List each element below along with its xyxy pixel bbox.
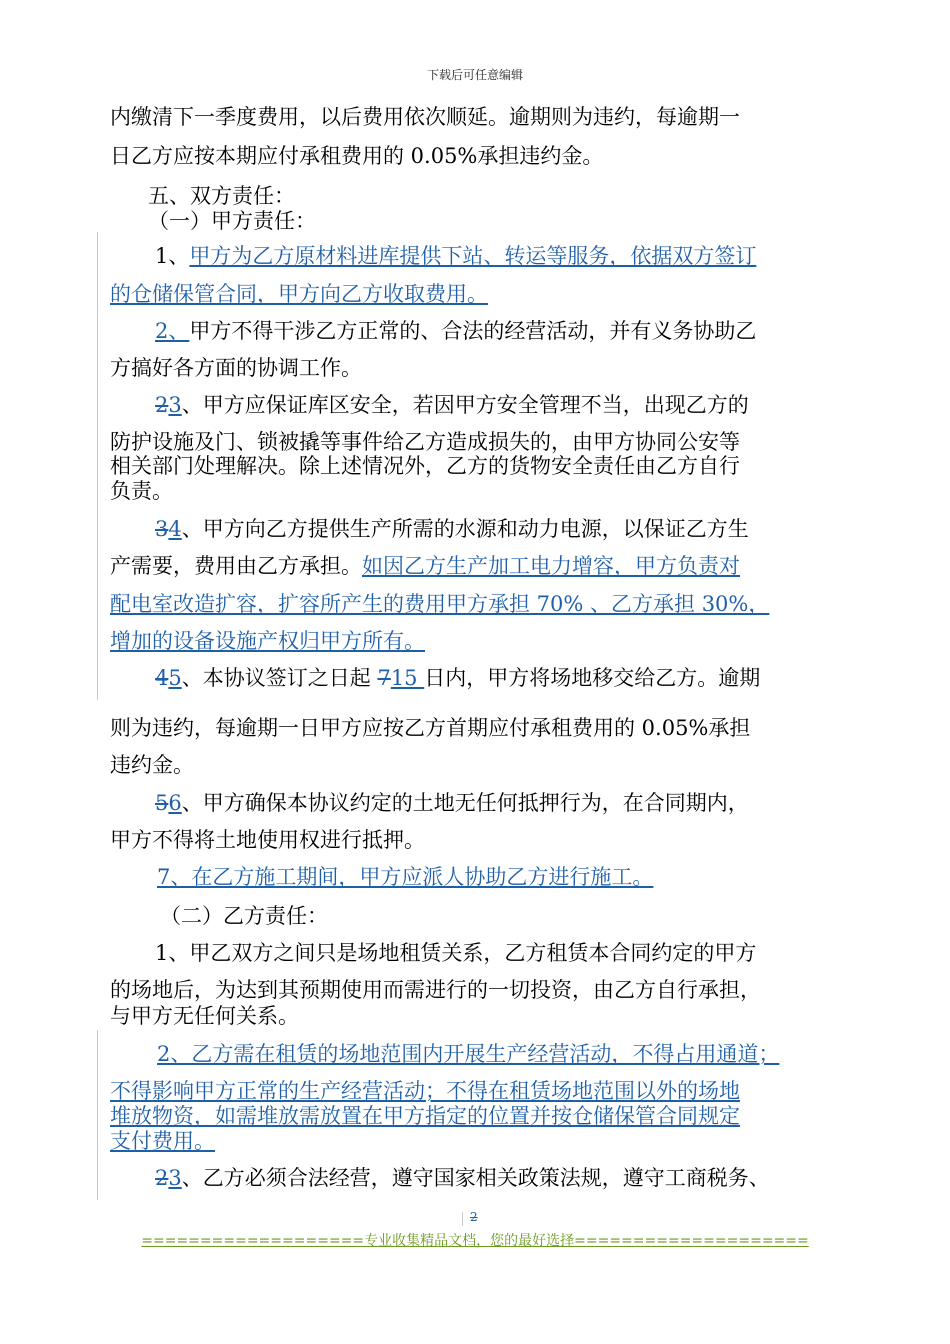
inserted-text: 支付费用。 [110, 1129, 215, 1153]
inserted-text: 不得影响甲方正常的生产经营活动；不得在租赁场地范围以外的场地 [110, 1079, 740, 1103]
clause-a4-line4 [110, 628, 425, 654]
text-line: 日乙方应按本期应付承租费用的 0.05%承担违约金。 [110, 144, 604, 168]
clause-text: 产需要，费用由乙方承担。 [110, 554, 362, 578]
clause-text: 日内，甲方将场地移交给乙方。逾期 [424, 666, 761, 690]
footer-text: ===================专业收集精品文档，您的最好选择==================== [141, 1233, 809, 1249]
deleted-number: 2 [155, 393, 169, 417]
clause-a2-line2: 方搞好各方面的协调工作。 [110, 356, 362, 380]
clause-b2-line3 [110, 1103, 740, 1129]
clause-text: 甲方不得干涉乙方正常的、合法的经营活动，并有义务协助乙 [189, 319, 757, 343]
inserted-text: 配电室改造扩容，扩容所产生的费用甲方承担 70% 、乙方承担 30%， [110, 592, 770, 616]
clause-b3-line1 [155, 1165, 770, 1191]
inserted-text: 增加的设备设施产权归甲方所有。 [110, 629, 425, 653]
inserted-text: 7、在乙方施工期间，甲方应派人协助乙方进行施工。 [157, 865, 654, 889]
page-number-text: 2 [470, 1210, 478, 1224]
inserted-number: 2、 [155, 319, 190, 343]
clause-a1-line1 [155, 243, 756, 269]
inserted-number: 3 [168, 1166, 182, 1190]
inserted-number: 15 [390, 666, 425, 690]
page-number-bar [462, 1212, 463, 1226]
inserted-text: 的仓储保管合同，甲方向乙方收取费用。 [110, 282, 488, 306]
page-footer [0, 1230, 950, 1250]
clause-a4-line2 [110, 553, 740, 579]
page-header: 下载后可任意编辑 [426, 68, 523, 82]
clause-a6-line2: 甲方不得将土地使用权进行抵押。 [110, 828, 425, 852]
inserted-text: 如因乙方生产加工电力增容，甲方负责对 [362, 554, 740, 578]
clause-a3-line2: 防护设施及门、锁被撬等事件给乙方造成损失的，由甲方协同公安等 [110, 430, 740, 454]
inserted-number: 3 [168, 393, 182, 417]
deleted-number: 4 [155, 666, 169, 690]
clause-a4-line3 [110, 591, 769, 617]
clause-text: 、本协议签订之日起 [181, 666, 378, 690]
clause-text: 、甲方应保证库区安全，若因甲方安全管理不当，出现乙方的 [181, 393, 749, 417]
clause-a3-line3: 相关部门处理解决。除上述情况外，乙方的货物安全责任由乙方自行 [110, 454, 740, 478]
clause-a3-line1 [155, 392, 749, 418]
deleted-number: 5 [155, 791, 169, 815]
clause-a4-line1 [155, 516, 749, 542]
clause-b1-line1: 1、甲乙双方之间只是场地租赁关系，乙方租赁本合同约定的甲方 [155, 941, 757, 965]
subsection-heading: （一）甲方责任： [148, 209, 316, 233]
clause-b2-line4 [110, 1128, 215, 1154]
clause-text: 、乙方必须合法经营，遵守国家相关政策法规，遵守工商税务、 [181, 1166, 770, 1190]
subsection-heading: （二）乙方责任： [160, 904, 328, 928]
clause-a5-line2: 则为违约，每逾期一日甲方应按乙方首期应付承租费用的 0.05%承担 [110, 716, 751, 740]
inserted-number: 6 [168, 791, 182, 815]
clause-text: 、甲方向乙方提供生产所需的水源和动力电源，以保证乙方生 [181, 517, 749, 541]
page-number [470, 1210, 478, 1224]
change-bar [97, 1030, 98, 1200]
clause-a1-line2 [110, 281, 488, 307]
clause-b2-line2 [110, 1078, 740, 1104]
clause-b1-line2: 的场地后，为达到其预期使用而需进行的一切投资，由乙方自行承担， [110, 978, 761, 1002]
deleted-number: 3 [155, 517, 169, 541]
inserted-number: 5 [168, 666, 182, 690]
clause-a6-line1 [155, 790, 749, 816]
clause-b1-line3: 与甲方无任何关系。 [110, 1004, 299, 1028]
clause-a7 [157, 864, 653, 890]
clause-number: 1、 [155, 244, 190, 268]
inserted-text: 2、乙方需在租赁的场地范围内开展生产经营活动，不得占用通道； [157, 1042, 780, 1066]
clause-text: 、甲方确保本协议约定的土地无任何抵押行为，在合同期内， [181, 791, 749, 815]
section-heading: 五、双方责任： [148, 184, 295, 208]
clause-a5-line1 [155, 665, 760, 691]
inserted-number: 4 [168, 517, 182, 541]
inserted-text: 堆放物资，如需堆放需放置在甲方指定的位置并按仓储保管合同规定 [110, 1104, 740, 1128]
deleted-number: 7 [377, 666, 391, 690]
clause-b2-line1 [157, 1041, 779, 1067]
deleted-number: 2 [155, 1166, 169, 1190]
text-line: 内缴清下一季度费用，以后费用依次顺延。逾期则为违约，每逾期一 [110, 105, 740, 129]
clause-a5-line3: 违约金。 [110, 753, 194, 777]
clause-a2-line1 [155, 318, 756, 344]
change-bar [97, 232, 98, 700]
inserted-text: 甲方为乙方原材料进库提供下站、转运等服务，依据双方签订 [189, 244, 757, 268]
clause-a3-line4: 负责。 [110, 479, 173, 503]
